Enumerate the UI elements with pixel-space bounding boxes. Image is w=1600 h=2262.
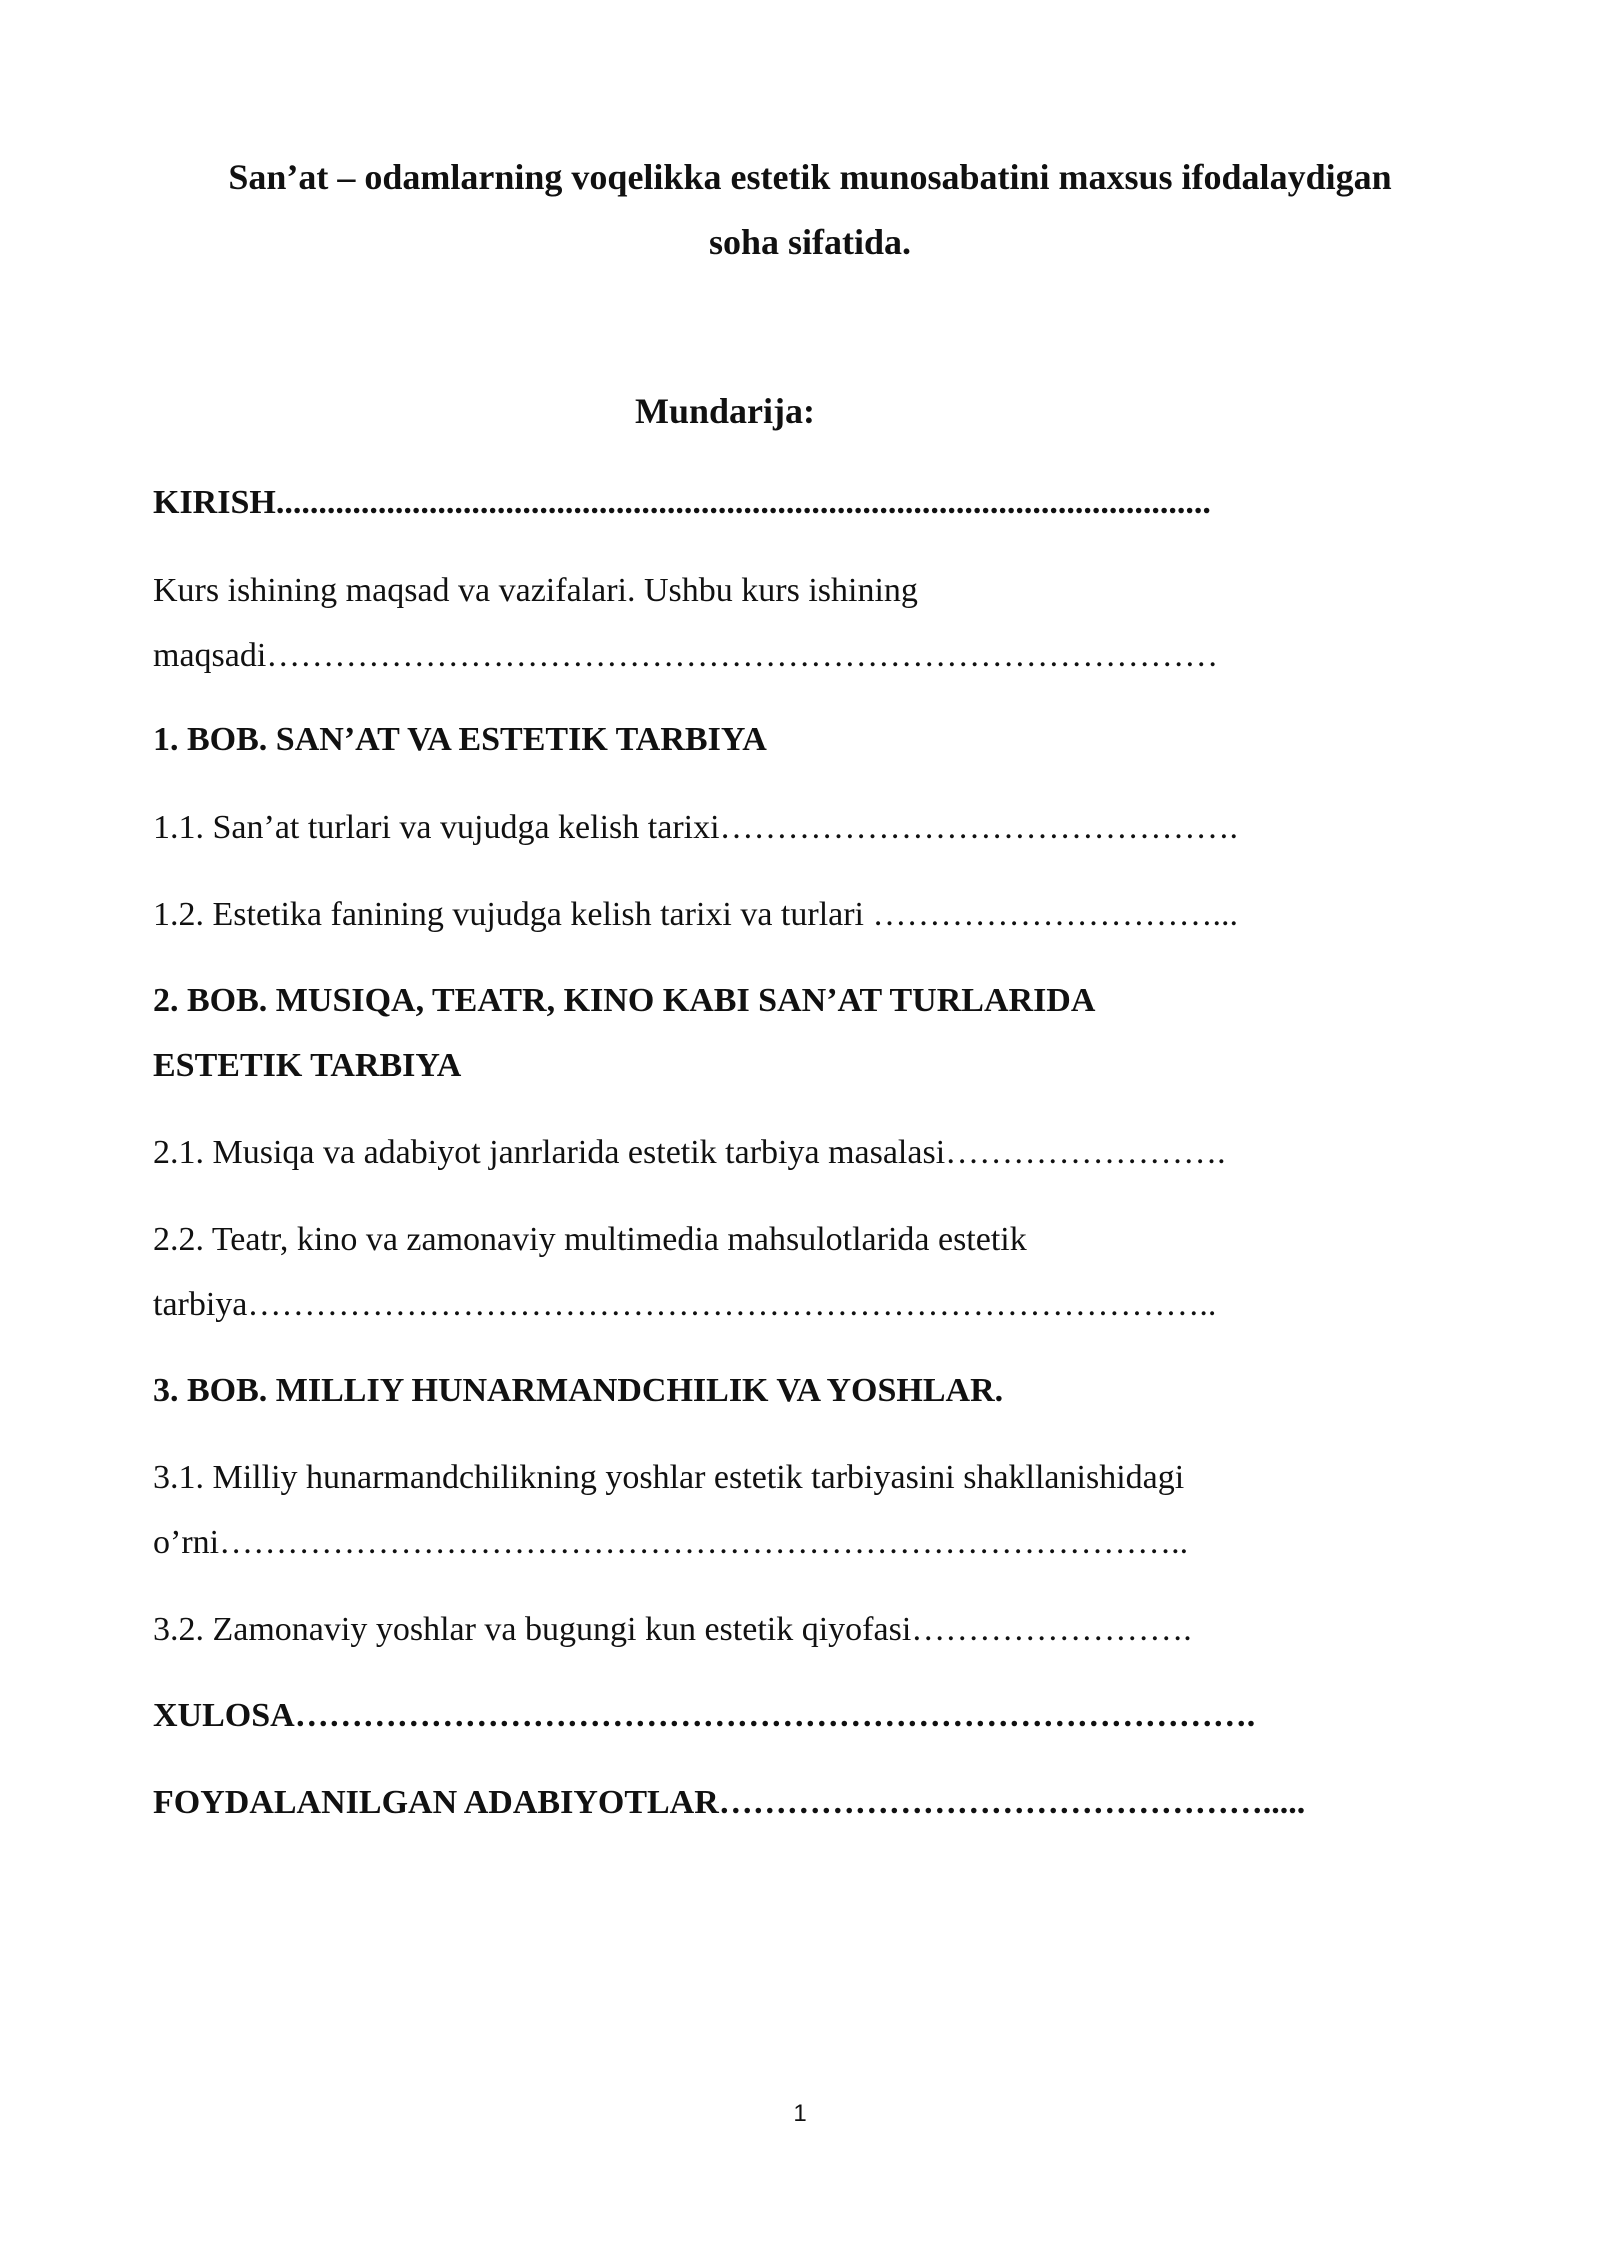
toc-entry-3-2: 3.2. Zamonaviy yoshlar va bugungi kun estetik qiyofasi……………………. [153, 1611, 1192, 1648]
toc-entry-3-1-line-2: o’rni………………………………………………………………………….. [153, 1524, 1189, 1561]
toc-entry-3-1-line-1: 3.1. Milliy hunarmandchilikning yoshlar estetik tarbiyasini shakllanishidagi [153, 1459, 1185, 1496]
toc-entry-maqsad-line-2: maqsadi………………………………………………………………………… [153, 637, 1219, 674]
toc-entry-xulosa: XULOSA…………………………………………………………………………. [153, 1697, 1256, 1734]
toc-entry-3-1 [153, 1445, 1453, 1575]
toc-entry-chapter-1: 1. BOB. SAN’AT VA ESTETIK TARBIYA [153, 721, 767, 758]
toc-heading: Mundarija: [635, 391, 815, 431]
toc-entry-2-2-line-2: tarbiya………………………………………………………………………….. [153, 1286, 1217, 1323]
toc-entry-maqsad-line-1: Kurs ishining maqsad va vazifalari. Ushbu kurs ishining [153, 572, 918, 609]
document-title-line-1: San’at – odamlarning voqelikka estetik munosabatini maxsus ifodalaydigan [228, 157, 1392, 197]
toc-entry-adabiyotlar: FOYDALANILGAN ADABIYOTLAR…………………………………………..... [153, 1784, 1306, 1821]
page-number: 1 [793, 2100, 807, 2127]
toc-entry-2-2-line-1: 2.2. Teatr, kino va zamonaviy multimedia mahsulotlarida estetik [153, 1221, 1027, 1258]
toc-entry-chapter-2-line-1: 2. BOB. MUSIQA, TEATR, KINO KABI SAN’AT TURLARIDA [153, 982, 1096, 1019]
toc-entry-1-2: 1.2. Estetika fanining vujudga kelish tarixi va turlari …………………………... [153, 896, 1238, 933]
toc-entry-kirish: KIRISH.............................................................................................................. [153, 484, 1211, 521]
toc-entry-chapter-2 [153, 968, 1453, 1098]
toc-entry-2-2 [153, 1207, 1453, 1337]
toc-entry-maqsad [153, 558, 1453, 688]
toc-entry-chapter-3: 3. BOB. MILLIY HUNARMANDCHILIK VA YOSHLAR. [153, 1372, 1004, 1409]
document-title-line-2: soha sifatida. [708, 222, 912, 262]
toc-entry-1-1: 1.1. San’at turlari va vujudga kelish tarixi………………………………………. [153, 809, 1239, 846]
toc-entry-chapter-2-line-2: ESTETIK TARBIYA [153, 1047, 462, 1084]
document-title [150, 145, 1470, 275]
toc-entry-2-1: 2.1. Musiqa va adabiyot janrlarida estetik tarbiya masalasi……………………. [153, 1134, 1226, 1171]
